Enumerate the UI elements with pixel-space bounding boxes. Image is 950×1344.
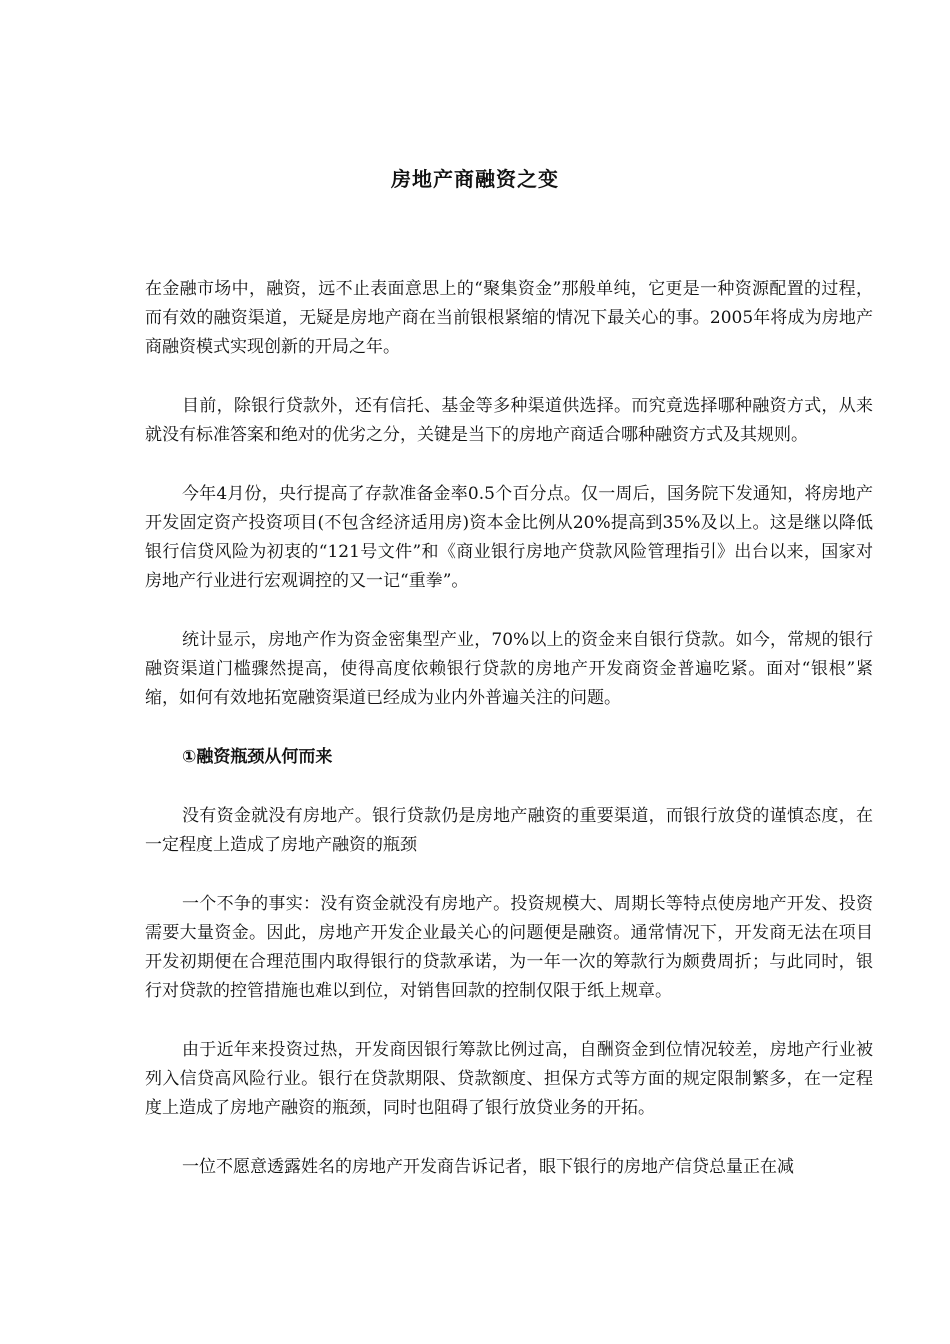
paragraph-fact: 一个不争的事实：没有资金就没有房地产。投资规模大、周期长等特点使房地产开发、投资需要大量资金。因此，房地产开发企业最关心的问题便是融资。通常情况下，开发商无法在项目开发初期便在合理范围内取得银行的贷款承诺，为一年一次的筹款行为颇费周折；与此同时，银行对贷款的控管措施也难以到位，对销售回款的控制仅限于纸上规章。 <box>145 894 873 1001</box>
document-title: 房地产商融资之变 <box>391 167 559 191</box>
section-heading: ①融资瓶颈从何而来 <box>182 747 333 767</box>
paragraph-statistics: 统计显示，房地产作为资金密集型产业，70%以上的资金来自银行贷款。如今，常规的银行融资渠道门槛骤然提高，使得高度依赖银行贷款的房地产开发商资金普遍吃紧。面对“银根”紧缩，如何有效地拓宽融资渠道已经成为业内外普遍关注的问题。 <box>145 630 873 708</box>
document-body <box>145 275 873 1212</box>
paragraph-channels: 目前，除银行贷款外，还有信托、基金等多种渠道供选择。而究竟选择哪种融资方式，从来就没有标准答案和绝对的优劣之分，关键是当下的房地产商适合哪种融资方式及其规则。 <box>145 396 873 445</box>
paragraph-bottleneck: 没有资金就没有房地产。银行贷款仍是房地产融资的重要渠道，而银行放贷的谨慎态度，在一定程度上造成了房地产融资的瓶颈 <box>145 806 873 855</box>
paragraph-developer-quote: 一位不愿意透露姓名的房地产开发商告诉记者，眼下银行的房地产信贷总量正在减 <box>182 1157 794 1177</box>
paragraph-intro: 在金融市场中，融资，远不止表面意思上的“聚集资金”那般单纯，它更是一种资源配置的过程，而有效的融资渠道，无疑是房地产商在当前银根紧缩的情况下最关心的事。2005年将成为房地产商融资模式实现创新的开局之年。 <box>145 279 873 357</box>
paragraph-overheating: 由于近年来投资过热，开发商因银行筹款比例过高，自酬资金到位情况较差，房地产行业被列入信贷高风险行业。银行在贷款期限、贷款额度、担保方式等方面的规定限制繁多，在一定程度上造成了房地产融资的瓶颈，同时也阻碍了银行放贷业务的开拓。 <box>145 1040 873 1118</box>
paragraph-policy: 今年4月份，央行提高了存款准备金率0.5个百分点。仅一周后，国务院下发通知，将房地产开发固定资产投资项目(不包含经济适用房)资本金比例从20%提高到35%及以上。这是继以降低银行信贷风险为初衷的“121号文件”和《商业银行房地产贷款风险管理指引》出台以来，国家对房地产行业进行宏观调控的又一记“重拳”。 <box>145 484 873 591</box>
